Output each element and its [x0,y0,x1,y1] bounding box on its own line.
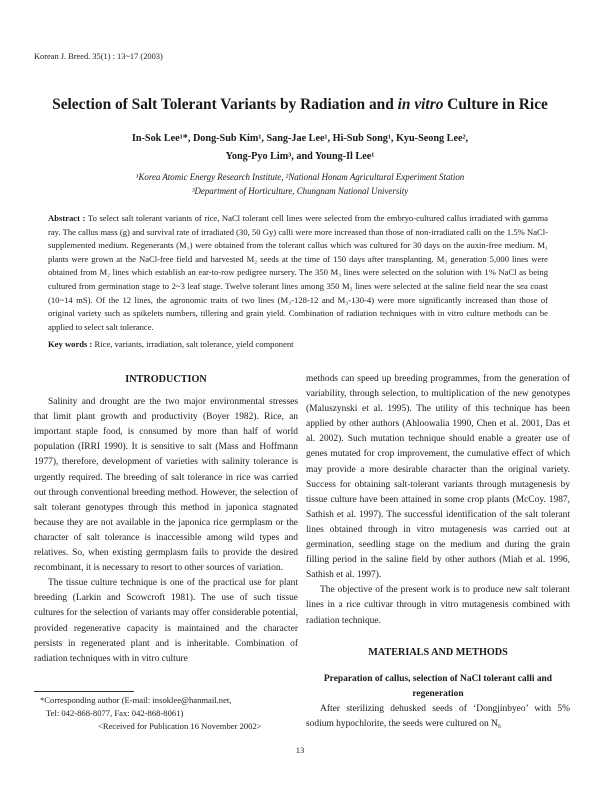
abstract-text: To select salt tolerant variants of rice, NaCl tolerant cell lines were selected from the embryo-cultured callus irradiated with gamma ray. The callus mass (g) and survival rate of irradiated (30, 50 Gy) calli were more increased than those of non-irradiated calli on the 1.5% NaCl-supplemented medium. Regenerants (M₁) were obtained from the tolerant callus which was cultured for 30 days on the auxin-free medium. M₁ plants were grown at the NaCl-free field and harvested M₂ seeds at the time of 150 days after transplanting. M₃ generation 5,000 lines were obtained from M₂ lines which establish an ear-to-row pedigree nursery. The 350 M₃ lines were selected on the solution with 1% NaCl as being cultured from germination stage to 2~3 leaf stage. Twelve tolerant lines among 350 M₃ lines were selected at the saline field near the sea coast (10~14 mS). Of the 12 lines, the agronomic traits of two lines (M₃-128-12 and M₃-130-4) were more significantly increased than those of original variety such as spikelets numbers, tillering and grain yield. Combination of radiation techniques with in vitro culture methods can be applied to select salt tolerance. [48,213,548,332]
footnote-line-3: <Received for Publication 16 November 2002> [98,720,262,731]
methods-heading: MATERIALS AND METHODS [368,646,508,658]
page-number: 13 [295,745,305,755]
right-paragraph-2: The objective of the present work is to produce new salt tolerant lines in a rice cultivar through in vitro mutagenesis combined with radiation technique. [306,585,570,626]
keywords-text: Rice, variants, irradiation, salt tolerance, yield component [94,339,294,349]
footnote-rule [34,691,134,692]
methods-subheading: Preparation of callus, selection of NaCl tolerant calli and regeneration [323,673,553,699]
paper-title [0,96,600,114]
title-main: Selection of Salt Tolerant Variants by Radiation and [52,96,398,113]
intro-paragraph-2: The tissue culture technique is one of the practical use for plant breeding (Larkin and Scowcroft 1981). The use of such tissue cultures for the selection of variants may offer considerable potential, provided regenerative capacity is maintained and the character persists in regenerated plant and is inheritable. Combination of radiation techniques with in vitro culture [34,578,298,664]
left-column [34,372,298,667]
authors-line-2: Yong-Pyo Lim³, and Young-Il Lee¹ [225,151,375,162]
keywords-label: Key words : [48,339,95,349]
right-column [306,372,570,732]
footnote-line-2: Tel: 042-868-8077, Fax: 042-868-8061) [46,707,184,718]
title-end: Culture in Rice [443,96,548,113]
abstract-label: Abstract : [48,213,88,223]
affiliation-line-2: ³Department of Horticulture, Chungnam National University [191,186,409,196]
title-italic: in vitro [397,96,444,113]
affiliation-line-1: ¹Korea Atomic Energy Research Institute, ²National Honam Agricultural Experiment Station [135,172,465,182]
abstract [48,212,548,334]
journal-reference: Korean J. Breed. 35(1) : 13~17 (2003) [34,52,163,61]
affiliations [0,170,600,198]
keywords [48,339,548,349]
author-list [0,130,600,166]
introduction-heading: INTRODUCTION [125,374,207,385]
intro-paragraph-1: Salinity and drought are the two major environmental stresses that limit plant growth and productivity (Boyer 1982). Rice, an important staple food, is consumed by more than half of world population (IRRI 1990). It is sensitive to salt (Mass and Hoffmann 1977), therefore, development of varieties with salinity tolerance is urgently required. The breeding of salt tolerance in rice was carried out through conventional breeding method. However, the selection of salt tolerant genotypes through this method in japonica stagnated because they are not available in the japonica rice germplasm or the character of salt tolerance is inaccessible among wild types and relatives. So, when existing germplasm fails to provide the desired recombinant, it is necessary to resort to other sources of variation. [34,397,298,574]
right-paragraph-1: methods can speed up breeding programmes, from the generation of variability, through selection, to multiplication of the new genotypes (Maluszynski et al. 1995). The utility of this technique has been applied by other authors (Ahloowalia 1990, Chen et al. 2001, Das et al. 2002). Such mutation technique should enable a greater use of genes mutated for crop improvement, the cumulative effect of which may provide a more desirable character than the original variety. Success for obtaining salt-tolerant variants through mutagenesis by tissue culture have been attained in some crop plants (McCoy. 1987, Sathish et al. 1997). The successful identification of the salt tolerant lines obtained through in vitro mutagenesis was carried out at germination, seedling stage on the medium and during the grain filling period in the saline field by other authors (Miah et al. 1996, Sathish et al. 1997). [306,374,570,581]
methods-paragraph-1: After sterilizing dehusked seeds of ‘Dongjinbyeo’ with 5% sodium hypochlorite, the seeds were cultured on N₆ [306,703,570,729]
footnote [40,694,262,732]
authors-line-1: In-Sok Lee¹*, Dong-Sub Kim¹, Sang-Jae Lee¹, Hi-Sub Song¹, Kyu-Seong Lee², [131,133,469,144]
footnote-line-1: *Corresponding author (E-mail: insoklee@hanmail.net, [40,695,232,705]
